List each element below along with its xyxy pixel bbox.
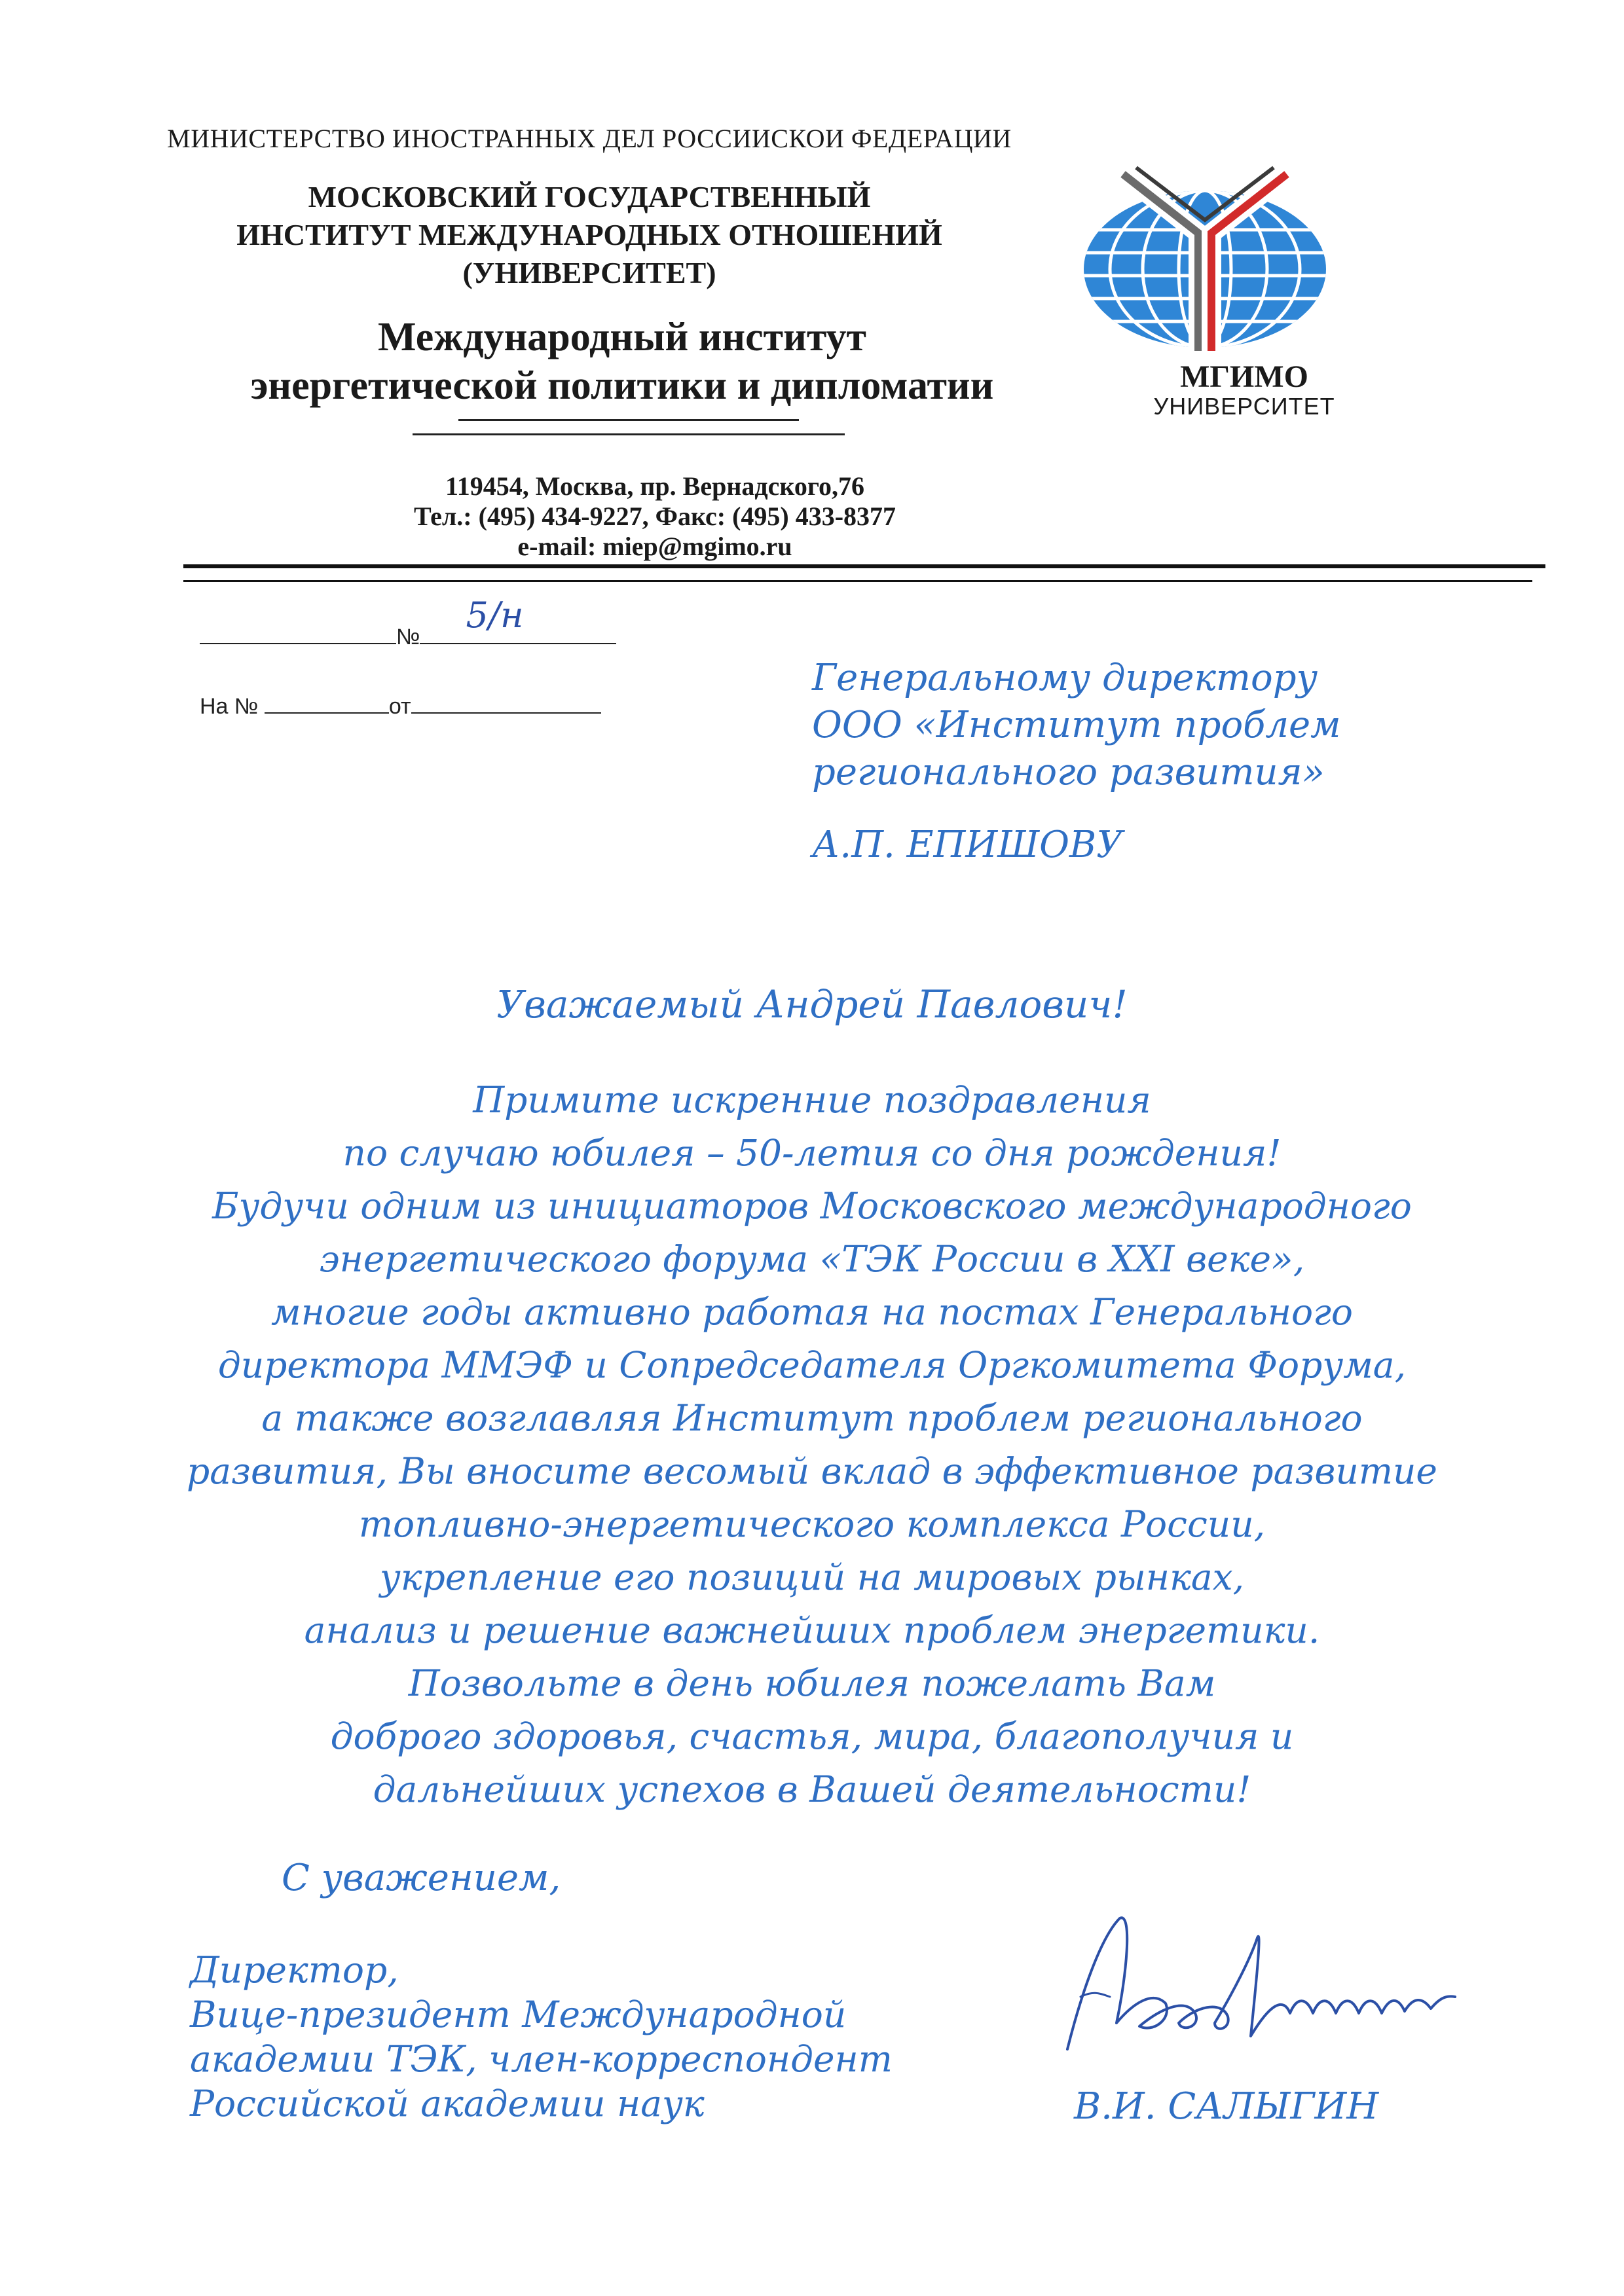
letterhead-divider-2 [413, 433, 845, 435]
body-line: доброго здоровья, счастья, мира, благополучия и [330, 1715, 1294, 1757]
institute-name [151, 313, 1094, 410]
addressee-line-1: Генеральному директору [812, 657, 1318, 699]
outgoing-number-field [200, 594, 616, 650]
institute-line-1: Международный институт [378, 315, 866, 359]
body-line: развития, Вы вносите весомый вклад в эффективное развитие [187, 1450, 1437, 1492]
university-line-3: (УНИВЕРСИТЕТ) [462, 256, 716, 289]
reply-number-blank [265, 690, 389, 714]
body-line: Примите искренние поздравления [473, 1079, 1151, 1121]
outgoing-number-blank [420, 594, 616, 644]
addressee-line-3: регионального развития» [812, 751, 1325, 793]
reply-date-blank [411, 690, 601, 714]
address-line: 119454, Москва, пр. Вернадского,76 [445, 471, 865, 501]
body-line: Позвольте в день юбилея пожелать Вам [408, 1662, 1216, 1704]
reply-reference-field [200, 690, 601, 720]
body-line: топливно-энергетического комплекса России, [358, 1503, 1266, 1545]
letterhead-divider-1 [458, 419, 799, 421]
institute-address [262, 471, 1048, 562]
handwritten-signature [1054, 1899, 1460, 2069]
header-rule-thin [183, 580, 1532, 582]
signatory-title-line-1: Директор, [190, 1949, 399, 1991]
header-rule-thick [183, 564, 1545, 568]
institute-line-2: энергетической политики и дипломатии [250, 363, 994, 408]
addressee-name: А.П. ЕПИШОВУ [812, 824, 1123, 866]
body-line: энергетического форума «ТЭК России в XXI веке», [319, 1238, 1305, 1280]
signatory-title-line-4: Российской академии наук [190, 2083, 705, 2124]
university-line-2: ИНСТИТУТ МЕЖДУНАРОДНЫХ ОТНОШЕНИЙ [236, 218, 942, 251]
signatory-name: В.И. САЛЫГИН [1074, 2085, 1379, 2128]
body-line: укрепление его позиций на мировых рынках, [379, 1556, 1245, 1598]
body-line: по случаю юбилея – 50-летия со дня рождения! [342, 1132, 1282, 1174]
signatory-title-line-3: академии ТЭК, член-корреспондент [190, 2038, 893, 2080]
from-label: от [388, 694, 411, 719]
body-line: а также возглавляя Институт проблем регионального [261, 1397, 1363, 1439]
body-line: дальнейших успехов в Вашей деятельности! [373, 1768, 1251, 1810]
university-name [196, 178, 982, 292]
addressee-block [812, 655, 1341, 796]
university-line-1: МОСКОВСКИЙ ГОСУДАРСТВЕННЫЙ [308, 180, 871, 213]
phone-fax-line: Тел.: (495) 434-9227, Факс: (495) 433-8377 [413, 501, 896, 531]
body-line: анализ и решение важнейших проблем энергетики. [304, 1609, 1320, 1651]
letter-greeting: Уважаемый Андрей Павлович! [496, 982, 1128, 1027]
logo-name: МГИМО [1180, 359, 1308, 394]
letter-closing: С уважением, [282, 1857, 561, 1899]
body-line: Будучи одним из инициаторов Московского международного [212, 1185, 1412, 1227]
body-line: директора ММЭФ и Сопредседателя Оргкомитета Форума, [217, 1344, 1407, 1386]
ministry-line: МИНИСТЕРСТВО ИНОСТРАННЫХ ДЕЛ РОССИИСКОИ ФЕДЕРАЦИИ [167, 124, 1012, 153]
handwritten-number: 5/н [466, 594, 524, 636]
body-line: многие годы активно работая на постах Генерального [270, 1291, 1354, 1333]
signatory-title [190, 1948, 893, 2126]
letter-body [0, 1074, 1624, 1816]
addressee-line-2: ООО «Институт проблем [812, 704, 1341, 746]
logo-subtitle: УНИВЕРСИТЕТ [1153, 393, 1335, 420]
signatory-title-line-2: Вице-президент Международной [190, 1994, 847, 2035]
reply-label: На № [200, 694, 259, 719]
mgimo-logo-icon [1074, 155, 1336, 390]
email-line: e-mail: miep@mgimo.ru [517, 532, 792, 561]
number-label: № [396, 625, 420, 649]
outgoing-date-blank [200, 621, 396, 644]
